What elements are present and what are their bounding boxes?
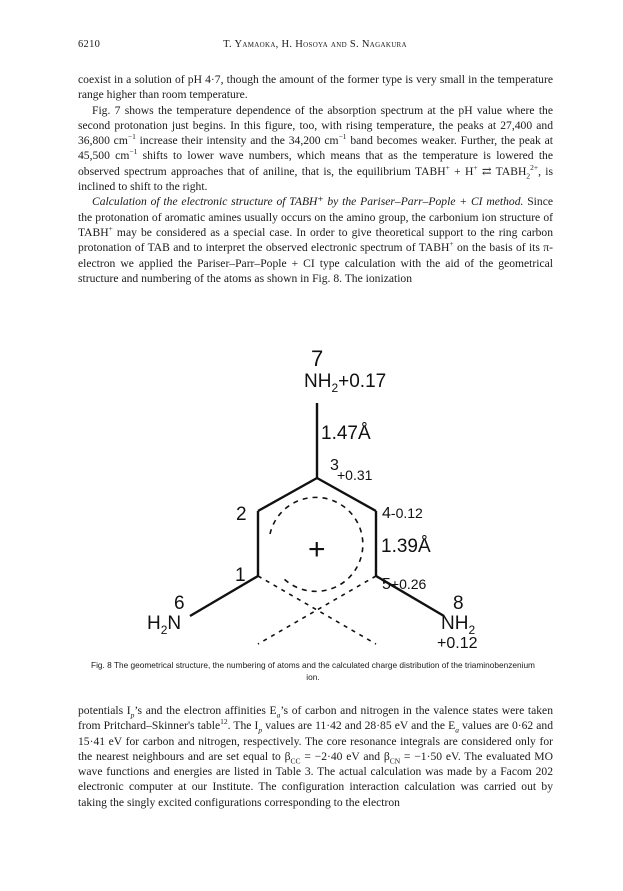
atom-8-number: 8 bbox=[453, 593, 464, 614]
atom-7-number: 7 bbox=[311, 346, 324, 371]
figure-8-structure bbox=[0, 346, 623, 652]
atom-8-charge: +0.12 bbox=[437, 635, 478, 652]
molecule-diagram bbox=[0, 348, 623, 648]
atom-8-label: $NH_2$ bbox=[441, 613, 476, 637]
atom-3-number: 3 bbox=[330, 457, 339, 474]
figure-caption: Fig. 8 The geometrical structure, the numbering of atoms and the calculated charge distribution of the triaminobenzenium ion. bbox=[91, 660, 535, 682]
running-authors: T. Yamaoka, H. Hosoya and S. Nagakura bbox=[223, 39, 407, 50]
atom-6-label: $H_2N$ bbox=[147, 613, 182, 637]
paragraph-fig7: Fig. 7 shows the temperature dependence of the absorption spectrum at the pH value where the second protonation just begins. In this figure, too, with rising temperature, the peaks at 27,400 and 36,800 $cm^{-1}$ increase their intensity and the 34,200 $cm^{-1}$ band becomes weaker. Further, the peak at 45,500 $cm^{-1}$ shifts to lower wave numbers, which means that as the temperature is lowered the observed spectrum approaches that of aniline, that is, the equilibrium TABH+ + H+ ⇄ $TABH_2^{2+}$, is inclined to shift to the right. bbox=[78, 103, 553, 194]
paragraph-calculation: Calculation of the electronic structure of TABH⁺ by the Pariser–Parr–Pople + CI method. Since the protonation of aromatic amines usually occurs on the amino group, the carbonium ion structure of TABH+ may be considered as a special case. In order to give theoretical support to the ring carbon protonation of TAB and to interpret the observed electronic spectrum of TABH+ on the basis of its π-electron we applied the Pariser–Parr–Pople + CI type calculation with the aid of the geometrical structure and numbering of the atoms as shown in Fig. 8. The ionization bbox=[78, 195, 553, 285]
upper-body-text bbox=[78, 72, 553, 286]
atom-7-label: $NH_2+0.17$ bbox=[304, 371, 387, 395]
lower-body-text bbox=[78, 703, 553, 810]
bond-length-cn: 1.47Å bbox=[321, 423, 371, 444]
page-number: 6210 bbox=[78, 39, 101, 50]
atom-2-number: 2 bbox=[236, 504, 247, 525]
paragraph-parameters: potentials $I_p’s$ and the electron affinities $E_a’s$ of carbon and nitrogen in the valence states were taken from Pritchard–Skinner's table$^{12}$. The $I_p$ values are 11·42 and 28·85 eV and the $E_a$ values are 0·62 and 15·41 eV for carbon and nitrogen, respectively. The core resonance integrals are considered only for the nearest neighbours and are set equal to $\beta_{CC} = -2\cdot 40$ eV and $\beta_{CN} = -1\cdot 50$ eV. The evaluated MO wave functions and energies are listed in Table 3. The actual calculation was made by a Facom 202 electronic computer at our Institute. The configuration interaction calculation was carried out by taking the singly excited configurations corresponding to the electron bbox=[78, 704, 554, 809]
atom-4-label: 4-0.12 bbox=[382, 505, 423, 522]
bond-length-cc: 1.39Å bbox=[381, 536, 431, 557]
section-run-in-title: Calculation of the electronic structure of TABH⁺ by the Pariser–Parr–Pople + CI method. bbox=[92, 195, 524, 209]
atom-1-number: 1 bbox=[235, 565, 246, 586]
atom-6-number: 6 bbox=[174, 593, 185, 614]
bond-c1-n6 bbox=[190, 576, 258, 616]
paragraph-continuation: coexist in a solution of pH 4·7, though the amount of the former type is very small in the temperature range higher than room temperature. bbox=[78, 73, 553, 102]
atom-3-charge: +0.31 bbox=[337, 467, 373, 483]
ring-positive-charge: + bbox=[308, 533, 326, 566]
atom-5-label: 5+0.26 bbox=[382, 576, 427, 593]
